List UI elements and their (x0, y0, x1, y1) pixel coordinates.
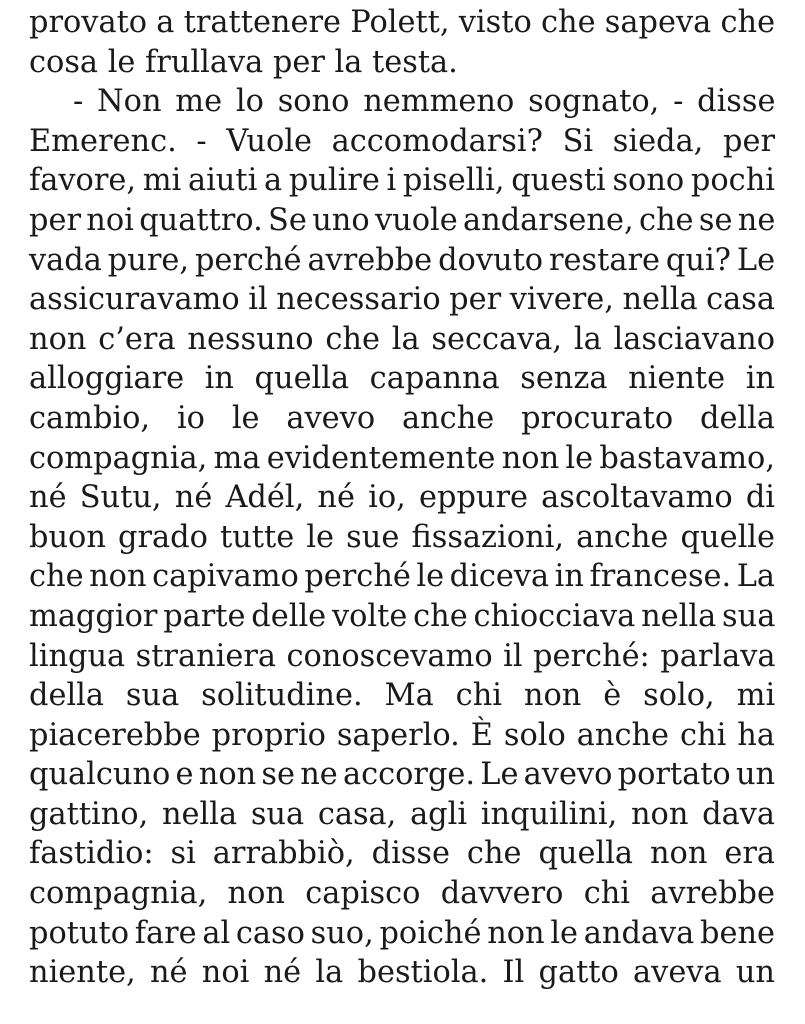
text-line: che non capivamo perché le diceva in francese. La (29, 559, 776, 595)
text-line: compagnia, ma evidentemente non le bastavamo, (29, 440, 775, 476)
text-line: qualcuno e non se ne accorge. Le avevo portato un (29, 757, 776, 793)
paragraph-2 (29, 82, 775, 993)
text-line: provato a trattenere Polett, visto che sapeva che (29, 5, 776, 40)
text-line: vada pure, perché avrebbe dovuto restare qui? Le (29, 242, 776, 278)
text-line: per noi quattro. Se uno vuole andarsene, che se ne (29, 202, 776, 238)
text-line: della sua solitudine. Ma chi non è solo, mi (29, 678, 776, 714)
text-line: alloggiare in quella capanna senza niente in (29, 361, 775, 397)
text-line: gattino, nella sua casa, agli inquilini, non dava (29, 796, 775, 832)
text-line: potuto fare al caso suo, poiché non le andava bene (29, 915, 775, 951)
text-line: cosa le frullava per la testa. (29, 44, 458, 80)
text-line: assicuravamo il necessario per vivere, nella casa (29, 282, 775, 318)
text-line: lingua straniera conoscevamo il perché: parlava (29, 638, 776, 674)
text-line: cambio, io le avevo anche procurato della (29, 400, 775, 436)
text-line: favore, mi aiuti a pulire i piselli, questi sono pochi (29, 163, 775, 199)
text-line: maggior parte delle volte che chiocciava nella sua (29, 598, 776, 634)
text-line: buon grado tutte le sue fissazioni, anche quelle (29, 519, 775, 555)
text-line: né Sutu, né Adél, né io, eppure ascoltavamo di (29, 480, 775, 516)
text-line: compagnia, non capisco davvero chi avrebbe (29, 876, 775, 912)
text-line: niente, né noi né la bestiola. Il gatto aveva un (29, 955, 775, 991)
text-line: fastidio: si arrabbiò, disse che quella non era (29, 836, 775, 872)
text-line: - Non me lo sono nemmeno sognato, - disse (73, 84, 776, 120)
text-line: Emerenc. - Vuole accomodarsi? Si sieda, per (29, 123, 775, 159)
document-page (29, 3, 775, 993)
text-line: non c’era nessuno che la seccava, la lasciavano (29, 321, 775, 357)
text-line: piacerebbe proprio saperlo. È solo anche chi ha (29, 717, 775, 753)
paragraph-1 (29, 3, 775, 82)
